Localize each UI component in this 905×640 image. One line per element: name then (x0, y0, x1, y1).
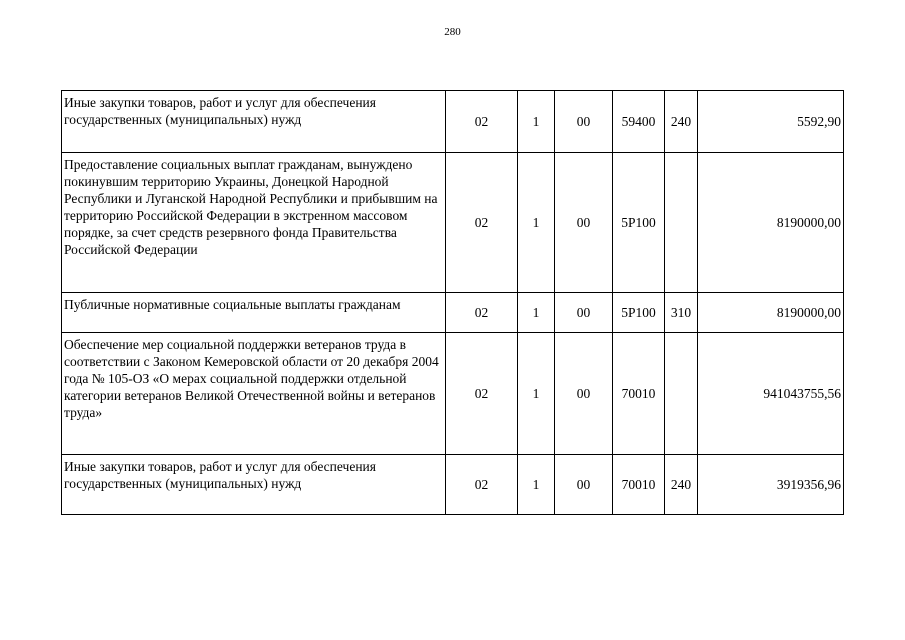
row-code-3: 00 (555, 91, 613, 153)
table-row (62, 153, 844, 293)
row-code-4: 5Р100 (613, 153, 665, 293)
row-code-3: 00 (555, 153, 613, 293)
row-amount: 3919356,96 (698, 455, 844, 515)
row-code-1: 02 (446, 293, 518, 333)
row-amount: 941043755,56 (698, 333, 844, 455)
row-code-4: 59400 (613, 91, 665, 153)
row-code-5: 240 (665, 455, 698, 515)
row-name: Иные закупки товаров, работ и услуг для обеспечения государственных (муниципальных) нужд (62, 455, 446, 515)
budget-table (61, 90, 844, 515)
row-code-1: 02 (446, 333, 518, 455)
row-code-2: 1 (518, 91, 555, 153)
row-code-5: 240 (665, 91, 698, 153)
table-row (62, 91, 844, 153)
row-name: Иные закупки товаров, работ и услуг для обеспечения государственных (муниципальных) нужд (62, 91, 446, 153)
page-number: 280 (444, 26, 461, 38)
row-code-1: 02 (446, 91, 518, 153)
row-code-3: 00 (555, 293, 613, 333)
row-code-2: 1 (518, 293, 555, 333)
row-code-1: 02 (446, 455, 518, 515)
row-name: Публичные нормативные социальные выплаты гражданам (62, 293, 446, 333)
row-code-2: 1 (518, 153, 555, 293)
row-code-3: 00 (555, 333, 613, 455)
row-code-2: 1 (518, 333, 555, 455)
row-amount: 5592,90 (698, 91, 844, 153)
row-amount: 8190000,00 (698, 153, 844, 293)
row-code-1: 02 (446, 153, 518, 293)
row-code-5 (665, 333, 698, 455)
row-code-5 (665, 153, 698, 293)
table-row (62, 293, 844, 333)
row-code-4: 70010 (613, 455, 665, 515)
row-code-4: 5Р100 (613, 293, 665, 333)
row-code-3: 00 (555, 455, 613, 515)
row-code-4: 70010 (613, 333, 665, 455)
table-row (62, 455, 844, 515)
row-amount: 8190000,00 (698, 293, 844, 333)
row-code-5: 310 (665, 293, 698, 333)
row-name: Предоставление социальных выплат гражданам, вынуждено покинувшим территорию Украины, Донецкой Народной Республики и Луганской Народной Республики и прибывшим на территорию Российской Федерации в экстренном массовом порядке, за счет средств резервного фонда Правительства Российской Федерации (62, 153, 446, 293)
row-name: Обеспечение мер социальной поддержки ветеранов труда в соответствии с Законом Кемеровской области от 20 декабря 2004 года № 105-ОЗ «О мерах социальной поддержки отдельной категории ветеранов Великой Отечественной войны и ветеранов труда» (62, 333, 446, 455)
table-row (62, 333, 844, 455)
row-code-2: 1 (518, 455, 555, 515)
